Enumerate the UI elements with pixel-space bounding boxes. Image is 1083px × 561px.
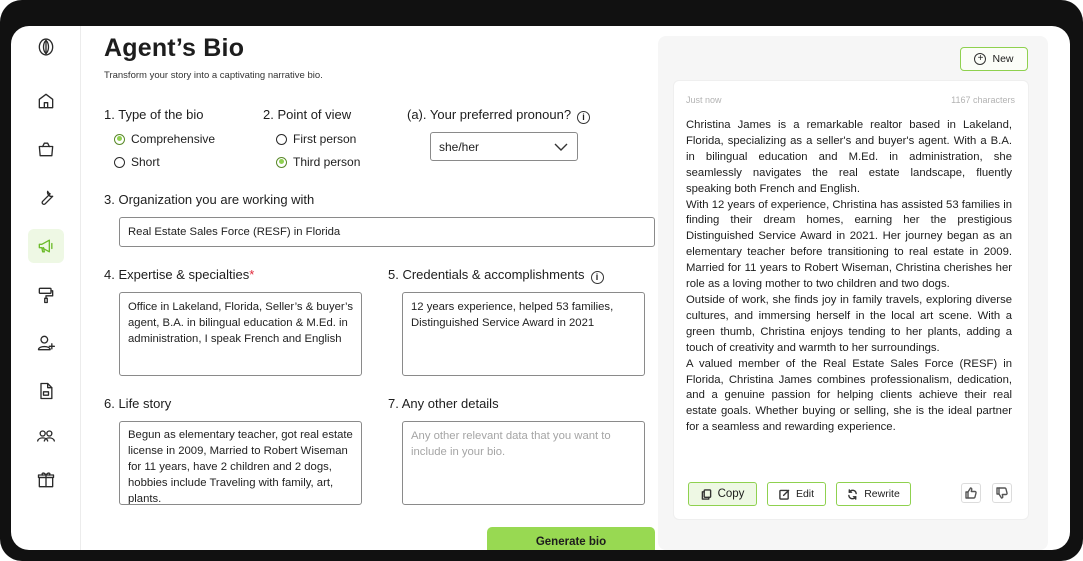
organization-label: 3. Organization you are working with — [104, 192, 315, 207]
radio-first-person[interactable] — [276, 132, 356, 146]
wrench-icon[interactable] — [28, 181, 64, 215]
pronoun-value: she/her — [439, 139, 480, 154]
users-icon[interactable] — [28, 419, 64, 453]
paint-roller-icon[interactable] — [28, 278, 64, 312]
plus-icon: + — [974, 53, 986, 65]
radio-dot — [276, 157, 287, 168]
result-panel — [658, 36, 1048, 550]
bio-paragraph: Outside of work, she finds joy in family travels, exploring diverse cultures, and immersing herself in the local art scene. With a green thumb, Christina enjoys tending to her plants, adding a touch of creativity and warmth to her surroundings. — [686, 293, 1012, 354]
radio-third-person[interactable] — [276, 155, 360, 169]
info-icon[interactable]: i — [577, 111, 590, 124]
bio-form — [104, 26, 654, 550]
copy-label: Copy — [717, 488, 745, 500]
radio-dot — [114, 157, 125, 168]
new-button[interactable] — [960, 47, 1028, 71]
life-story-label: 6. Life story — [104, 396, 172, 411]
thumbs-down-icon[interactable] — [992, 483, 1012, 503]
expertise-label-text: 4. Expertise & specialties — [104, 267, 250, 282]
edit-button[interactable] — [767, 482, 826, 506]
other-details-label: 7. Any other details — [388, 396, 499, 411]
radio-label: Short — [131, 155, 160, 169]
organization-input[interactable]: Real Estate Sales Force (RESF) in Florida — [119, 217, 655, 247]
generated-bio-text — [686, 118, 1012, 436]
copy-button[interactable] — [688, 482, 757, 506]
radio-short[interactable] — [114, 155, 160, 169]
pronoun-label — [407, 107, 590, 124]
bio-paragraph: Christina James is a remarkable realtor based in Lakeland, Florida, specializing as a seller's and buyer's agent. With a B.A. in bilingual education and M.Ed. in administration, she seamlessly navigates the real estate landscape, fluently speaking both French and English. — [686, 119, 1012, 195]
character-count: 1167 characters — [951, 95, 1015, 105]
credentials-label-text: 5. Credentials & accomplishments — [388, 267, 585, 282]
credentials-label — [388, 267, 604, 284]
info-icon[interactable]: i — [591, 271, 604, 284]
bag-icon[interactable] — [28, 132, 64, 166]
add-user-icon[interactable] — [28, 326, 64, 360]
radio-label: First person — [293, 132, 357, 146]
timestamp: Just now — [686, 95, 722, 105]
rewrite-label: Rewrite — [864, 488, 900, 500]
radio-dot — [276, 134, 287, 145]
point-of-view-label: 2. Point of view — [263, 107, 352, 122]
rewrite-button[interactable] — [836, 482, 911, 506]
pronoun-select[interactable] — [430, 132, 578, 161]
edit-icon — [779, 489, 790, 500]
home-icon[interactable] — [28, 84, 64, 118]
sidebar — [11, 26, 81, 550]
copy-icon — [701, 489, 712, 500]
bio-paragraph: With 12 years of experience, Christina has assisted 53 families in finding their dream homes, earning her the prestigious Distinguished Service Award in 2021. Her journey began as an elementary teacher before transitioning to real estate in 2009. Married for 11 years to Robert Wiseman, Christina cherishes her role as a loving mother to two children and two dogs. — [686, 198, 1012, 291]
radio-label: Comprehensive — [131, 132, 216, 146]
life-story-textarea[interactable]: Begun as elementary teacher, got real estate license in 2009, Married to Robert Wiseman for 11 years, have 2 children and 2 dogs, hobbies include Traveling with family, art, plants. — [119, 421, 362, 505]
page-subtitle: Transform your story into a captivating narrative bio. — [104, 70, 323, 81]
gift-icon[interactable] — [28, 463, 64, 497]
app-screen — [11, 26, 1070, 550]
required-mark: * — [249, 267, 255, 282]
document-icon[interactable] — [28, 374, 64, 408]
expertise-label — [104, 267, 254, 282]
megaphone-icon[interactable] — [28, 229, 64, 263]
radio-comprehensive[interactable] — [114, 132, 215, 146]
expertise-textarea[interactable]: Office in Lakeland, Florida, Seller’s & buyer’s agent, B.A. in bilingual education & M.Ed. in administration, I speak French and English — [119, 292, 362, 376]
pronoun-label-text: (a). Your preferred pronoun? — [407, 107, 572, 122]
generate-bio-button[interactable]: Generate bio — [487, 527, 655, 550]
logo-icon[interactable] — [28, 30, 64, 64]
bio-paragraph: A valued member of the Real Estate Sales Force (RESF) in Florida, Christina James combines professionalism, dedication, and a genuine passion for helping clients achieve their real estate goals. Whether buying or selling, she is the ideal partner for a seamless and rewarding experience. — [686, 357, 1012, 434]
bio-type-label: 1. Type of the bio — [104, 107, 204, 122]
radio-dot — [114, 134, 125, 145]
radio-label: Third person — [293, 155, 361, 169]
thumbs-up-icon[interactable] — [961, 483, 981, 503]
refresh-icon — [847, 489, 858, 500]
chevron-down-icon — [553, 142, 569, 152]
credentials-textarea[interactable]: 12 years experience, helped 53 families, Distinguished Service Award in 2021 — [402, 292, 645, 376]
other-details-textarea[interactable]: Any other relevant data that you want to include in your bio. — [402, 421, 645, 505]
bio-result-card — [673, 80, 1029, 520]
new-button-label: New — [992, 53, 1014, 65]
edit-label: Edit — [795, 488, 815, 500]
page-title: Agent’s Bio — [104, 34, 245, 62]
